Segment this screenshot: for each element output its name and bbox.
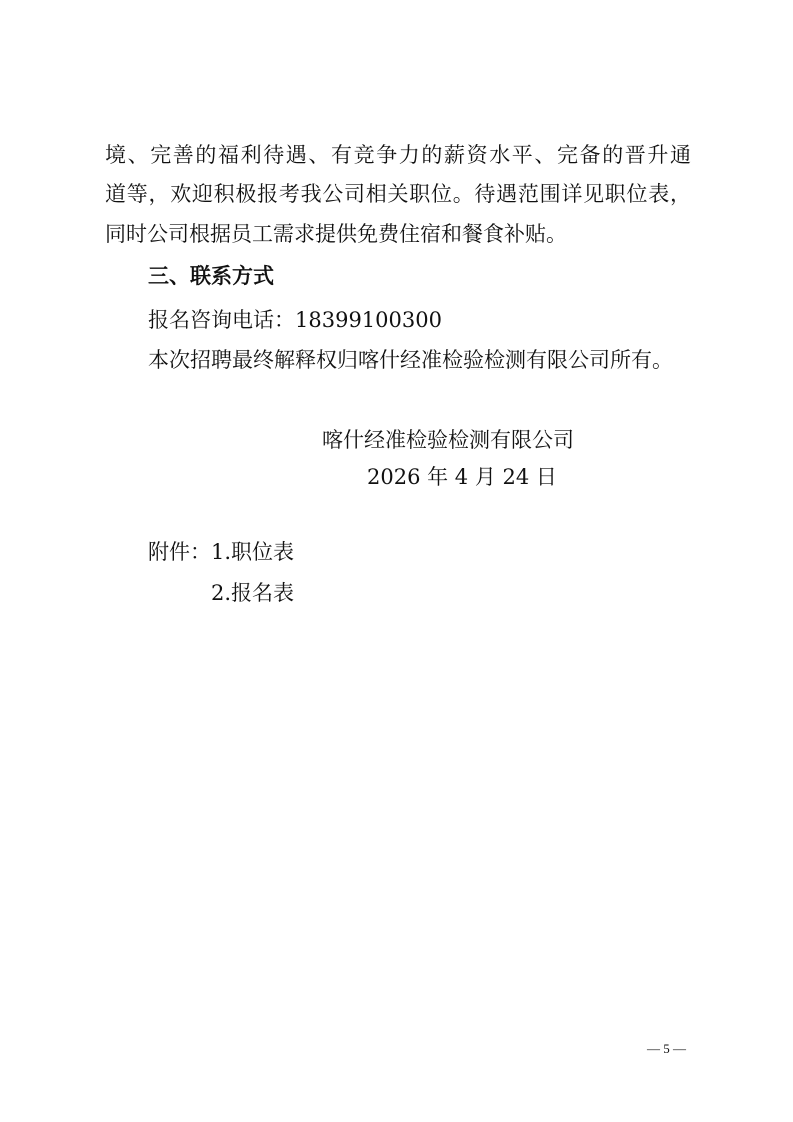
- rights-line: 本次招聘最终解释权归喀什经准检验检测有限公司所有。: [148, 348, 673, 372]
- paragraph-line-3: 同时公司根据员工需求提供免费住宿和餐食补贴。: [105, 222, 567, 246]
- section-heading-contact: 三、联系方式: [148, 264, 274, 288]
- paragraph-line-2: 道等，欢迎积极报考我公司相关职位。待遇范围详见职位表，: [105, 182, 691, 206]
- page-number: — 5 —: [647, 1041, 686, 1056]
- paragraph-line-1: 境、完善的福利待遇、有竞争力的薪资水平、完备的晋升通: [105, 143, 691, 167]
- signature-company: 喀什经准检验检测有限公司: [322, 428, 574, 452]
- phone-line: 报名咨询电话：18399100300: [148, 308, 442, 332]
- attachment-item-2: 2.报名表: [211, 581, 295, 605]
- attachment-item-1: 附件：1.职位表: [148, 540, 295, 564]
- signature-date: 2026 年 4 月 24 日: [367, 465, 557, 489]
